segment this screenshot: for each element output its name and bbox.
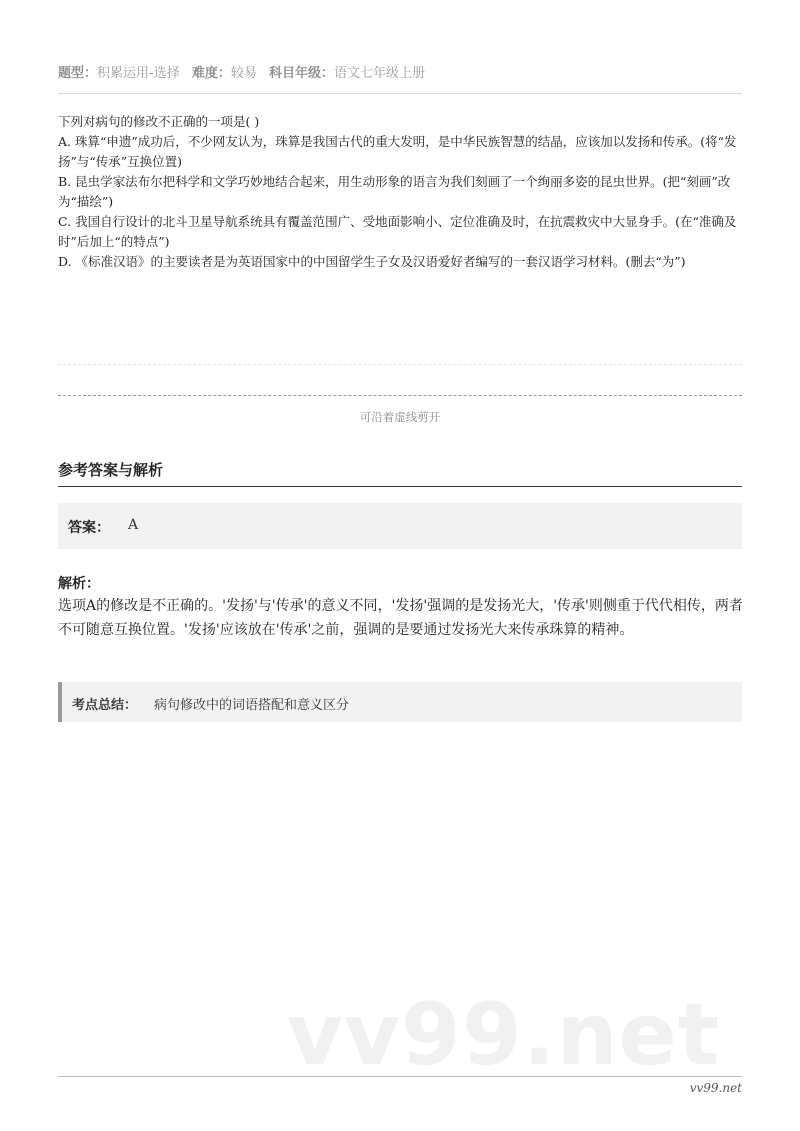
- option-c: C. 我国自行设计的北斗卫星导航系统具有覆盖范围广、受地面影响小、定位准确及时，在抗震救灾中大显身手。(在“准确及时”后加上“的特点”): [58, 214, 737, 249]
- analysis-label: 解析：: [58, 576, 100, 592]
- answer-box: [58, 503, 742, 549]
- section-title: 参考答案与解析: [58, 461, 164, 479]
- cut-dashed-line: [58, 395, 742, 396]
- option-d: D. 《标准汉语》的主要读者是为英语国家中的中国留学生子女及汉语爱好者编写的一套汉语学习材料。(删去“为”): [58, 254, 686, 269]
- question-meta: [58, 62, 425, 81]
- type-label: 题型：: [58, 66, 98, 81]
- footer-site: vv99.net: [689, 1081, 742, 1095]
- answer-value: A: [128, 517, 139, 533]
- light-dashed-line: [58, 364, 742, 365]
- analysis-text: 选项A的修改是不正确的。'发扬'与'传承'的意义不同，'发扬'强调的是发扬光大，'传承'则侧重于代代相传，两者不可随意互换位置。'发扬'应该放在'传承'之前，强调的是要通过发扬光大来传承珠算的精神。: [58, 598, 743, 638]
- key-point-value: 病句修改中的词语搭配和意义区分: [154, 698, 350, 713]
- key-point-box: [58, 682, 742, 722]
- answer-label: 答案：: [68, 520, 110, 536]
- question-stem: 下列对病句的修改不正确的一项是( ): [58, 114, 260, 129]
- question-block: [58, 112, 748, 272]
- cut-note: 可沿着虚线剪开: [359, 410, 441, 424]
- option-b: B. 昆虫学家法布尔把科学和文学巧妙地结合起来，用生动形象的语言为我们刻画了一个绚丽多姿的昆虫世界。(把“刻画”改为“描绘”): [58, 174, 731, 209]
- difficulty-value: 较易: [230, 66, 257, 81]
- watermark: vv99.net: [286, 985, 720, 1085]
- top-divider: [58, 93, 742, 94]
- type-value: 积累运用-选择: [97, 66, 180, 81]
- grade-value: 语文七年级上册: [334, 66, 426, 81]
- footer-divider: [58, 1076, 742, 1077]
- option-a: A. 珠算“申遗”成功后，不少网友认为，珠算是我国古代的重大发明，是中华民族智慧的结晶，应该加以发扬和传承。(将“发扬”与“传承”互换位置): [58, 134, 737, 169]
- difficulty-label: 难度：: [191, 66, 231, 81]
- key-point-label: 考点总结：: [72, 698, 138, 713]
- grade-label: 科目年级：: [269, 66, 335, 81]
- section-divider: [58, 486, 742, 487]
